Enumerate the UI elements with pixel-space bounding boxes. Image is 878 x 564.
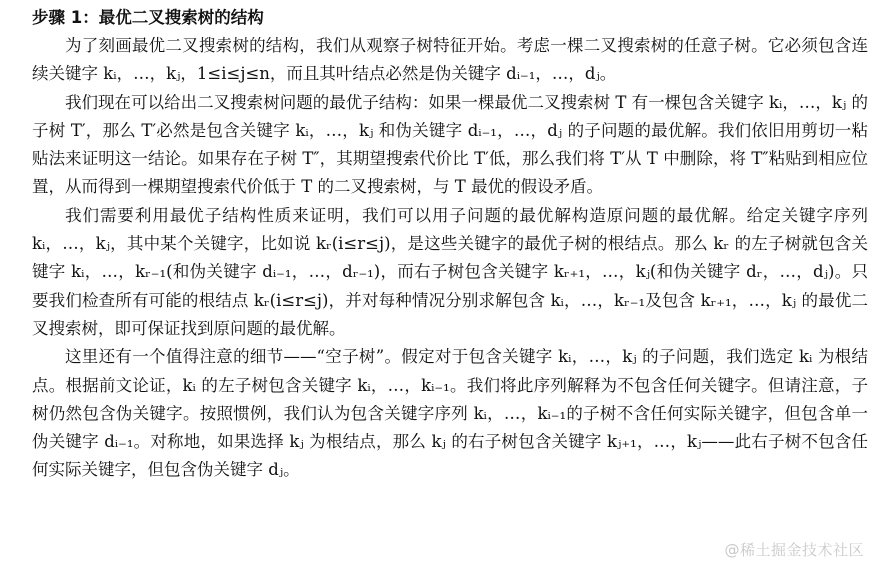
paragraph-4: 这里还有一个值得注意的细节——“空子树”。假定对于包含关键字 kᵢ，…，kⱼ 的子问题，我们选定 kᵢ 为根结点。根据前文论证，kᵢ 的左子树包含关键字 kᵢ，…，kᵢ₋₁。我们将此序列解释为不包含任何关键字。但请注意，子树仍然包含伪关键字。按照惯例，我们认为包含关键字序列 kᵢ，…，kᵢ₋₁的子树不含任何实际关键字，但包含单一伪关键字 dᵢ₋₁。对称地，如果选择 kⱼ 为根结点，那么 kⱼ 的右子树包含关键字 kⱼ₊₁，…，kⱼ——此右子树不包含任何实际关键字，但包含伪关键字 dⱼ。 [32,347,868,480]
section-heading: 步骤 1：最优二叉搜索树的结构 [32,8,264,27]
paragraph-1: 为了刻画最优二叉搜索树的结构，我们从观察子树特征开始。考虑一棵二叉搜索树的任意子树。它必须包含连续关键字 kᵢ，…，kⱼ，1≤i≤j≤n，而且其叶结点必然是伪关键字 dᵢ₋₁，…，dⱼ。 [32,36,868,84]
paragraph-3: 我们需要利用最优子结构性质来证明，我们可以用子问题的最优解构造原问题的最优解。给定关键字序列 kᵢ，…，kⱼ，其中某个关键字，比如说 kᵣ(i≤r≤j)，是这些关键字的最优子树的根结点。那么 kᵣ 的左子树就包含关键字 kᵢ，…，kᵣ₋₁(和伪关键字 dᵢ₋₁，…，dᵣ₋₁)，而右子树包含关键字 kᵣ₊₁，…，kⱼ(和伪关键字 dᵣ，…，dⱼ)。只要我们检查所有可能的根结点 kᵣ(i≤r≤j)，并对每种情况分别求解包含 kᵢ，…，kᵣ₋₁及包含 kᵣ₊₁，…，kⱼ 的最优二叉搜索树，即可保证找到原问题的最优解。 [32,205,868,338]
watermark: @稀土掘金技术社区 [724,541,864,559]
paragraph-2: 我们现在可以给出二叉搜索树问题的最优子结构：如果一棵最优二叉搜索树 T 有一棵包含关键字 kᵢ，…，kⱼ 的子树 T′，那么 T′必然是包含关键字 kᵢ，…，kⱼ 和伪关键字 dᵢ₋₁，…，dⱼ 的子问题的最优解。我们依旧用剪切一粘贴法来证明这一结论。如果存在子树 T″，其期望搜索代价比 T′低，那么我们将 T′从 T 中删除，将 T″粘贴到相应位置，从而得到一棵期望搜索代价低于 T 的二叉搜索树，与 T 最优的假设矛盾。 [32,92,868,197]
